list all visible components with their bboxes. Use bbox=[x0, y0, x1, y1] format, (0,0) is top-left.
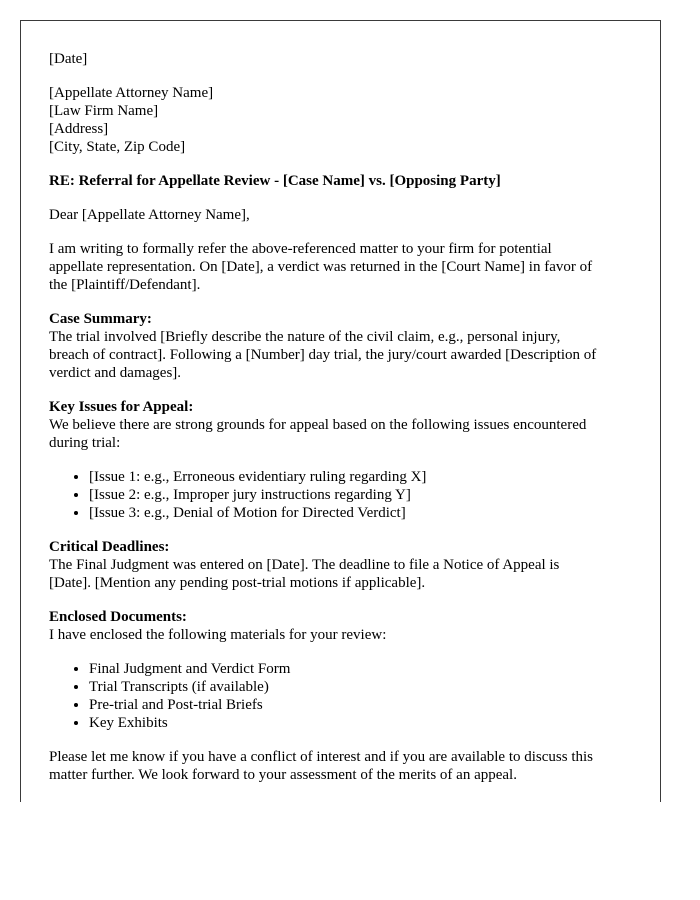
critical-deadlines-section bbox=[49, 538, 660, 592]
key-issues-list bbox=[49, 468, 660, 522]
list-item: • [Issue 3: e.g., Denial of Motion for Directed Verdict] bbox=[89, 504, 660, 522]
paragraph-line: matter further. We look forward to your assessment of the merits of an appeal. bbox=[49, 767, 517, 783]
enclosed-documents-heading: Enclosed Documents: bbox=[49, 609, 187, 625]
paragraph-line: verdict and damages]. bbox=[49, 365, 182, 381]
recipient-name: [Appellate Attorney Name] bbox=[49, 85, 214, 101]
paragraph-line: during trial: bbox=[49, 435, 121, 451]
recipient-address: [Address] bbox=[49, 121, 109, 137]
list-item: • Trial Transcripts (if available) bbox=[89, 678, 660, 696]
paragraph-line: Please let me know if you have a conflict of interest and if you are available to discuss this bbox=[49, 749, 594, 765]
enclosed-documents-section bbox=[49, 608, 660, 644]
salutation bbox=[49, 206, 660, 224]
closing-paragraph bbox=[49, 748, 660, 784]
subject-text: RE: Referral for Appellate Review - [Case Name] vs. [Opposing Party] bbox=[49, 173, 501, 189]
key-issues-section bbox=[49, 398, 660, 452]
paragraph-line: the [Plaintiff/Defendant]. bbox=[49, 277, 201, 293]
recipient-firm: [Law Firm Name] bbox=[49, 103, 159, 119]
paragraph-line: We believe there are strong grounds for appeal based on the following issues encountered bbox=[49, 417, 587, 433]
salutation-text: Dear [Appellate Attorney Name], bbox=[49, 207, 250, 223]
critical-deadlines-heading: Critical Deadlines: bbox=[49, 539, 170, 555]
date-line bbox=[49, 50, 660, 68]
list-item: • Final Judgment and Verdict Form bbox=[89, 660, 660, 678]
paragraph-line: breach of contract]. Following a [Number] day trial, the jury/court awarded [Description of bbox=[49, 347, 597, 363]
paragraph-line: The trial involved [Briefly describe the nature of the civil claim, e.g., personal injury, bbox=[49, 329, 561, 345]
key-issues-heading: Key Issues for Appeal: bbox=[49, 399, 194, 415]
letter-date: [Date] bbox=[49, 51, 88, 67]
list-item: • [Issue 2: e.g., Improper jury instructions regarding Y] bbox=[89, 486, 660, 504]
enclosed-documents-list bbox=[49, 660, 660, 732]
case-summary-section bbox=[49, 310, 660, 382]
paragraph-line: [Date]. [Mention any pending post-trial motions if applicable]. bbox=[49, 575, 426, 591]
recipient-city-state-zip: [City, State, Zip Code] bbox=[49, 139, 186, 155]
paragraph-line: I have enclosed the following materials for your review: bbox=[49, 627, 387, 643]
recipient-address-block bbox=[49, 84, 660, 156]
paragraph-line: appellate representation. On [Date], a verdict was returned in the [Court Name] in favor of bbox=[49, 259, 593, 275]
paragraph-line: The Final Judgment was entered on [Date]. The deadline to file a Notice of Appeal is bbox=[49, 557, 560, 573]
list-item: • Pre-trial and Post-trial Briefs bbox=[89, 696, 660, 714]
case-summary-heading: Case Summary: bbox=[49, 311, 152, 327]
list-item: • [Issue 1: e.g., Erroneous evidentiary ruling regarding X] bbox=[89, 468, 660, 486]
paragraph-line: I am writing to formally refer the above-referenced matter to your firm for potential bbox=[49, 241, 552, 257]
intro-paragraph bbox=[49, 240, 660, 294]
letter-page bbox=[20, 20, 661, 802]
subject-line bbox=[49, 172, 660, 190]
list-item: • Key Exhibits bbox=[89, 714, 660, 732]
